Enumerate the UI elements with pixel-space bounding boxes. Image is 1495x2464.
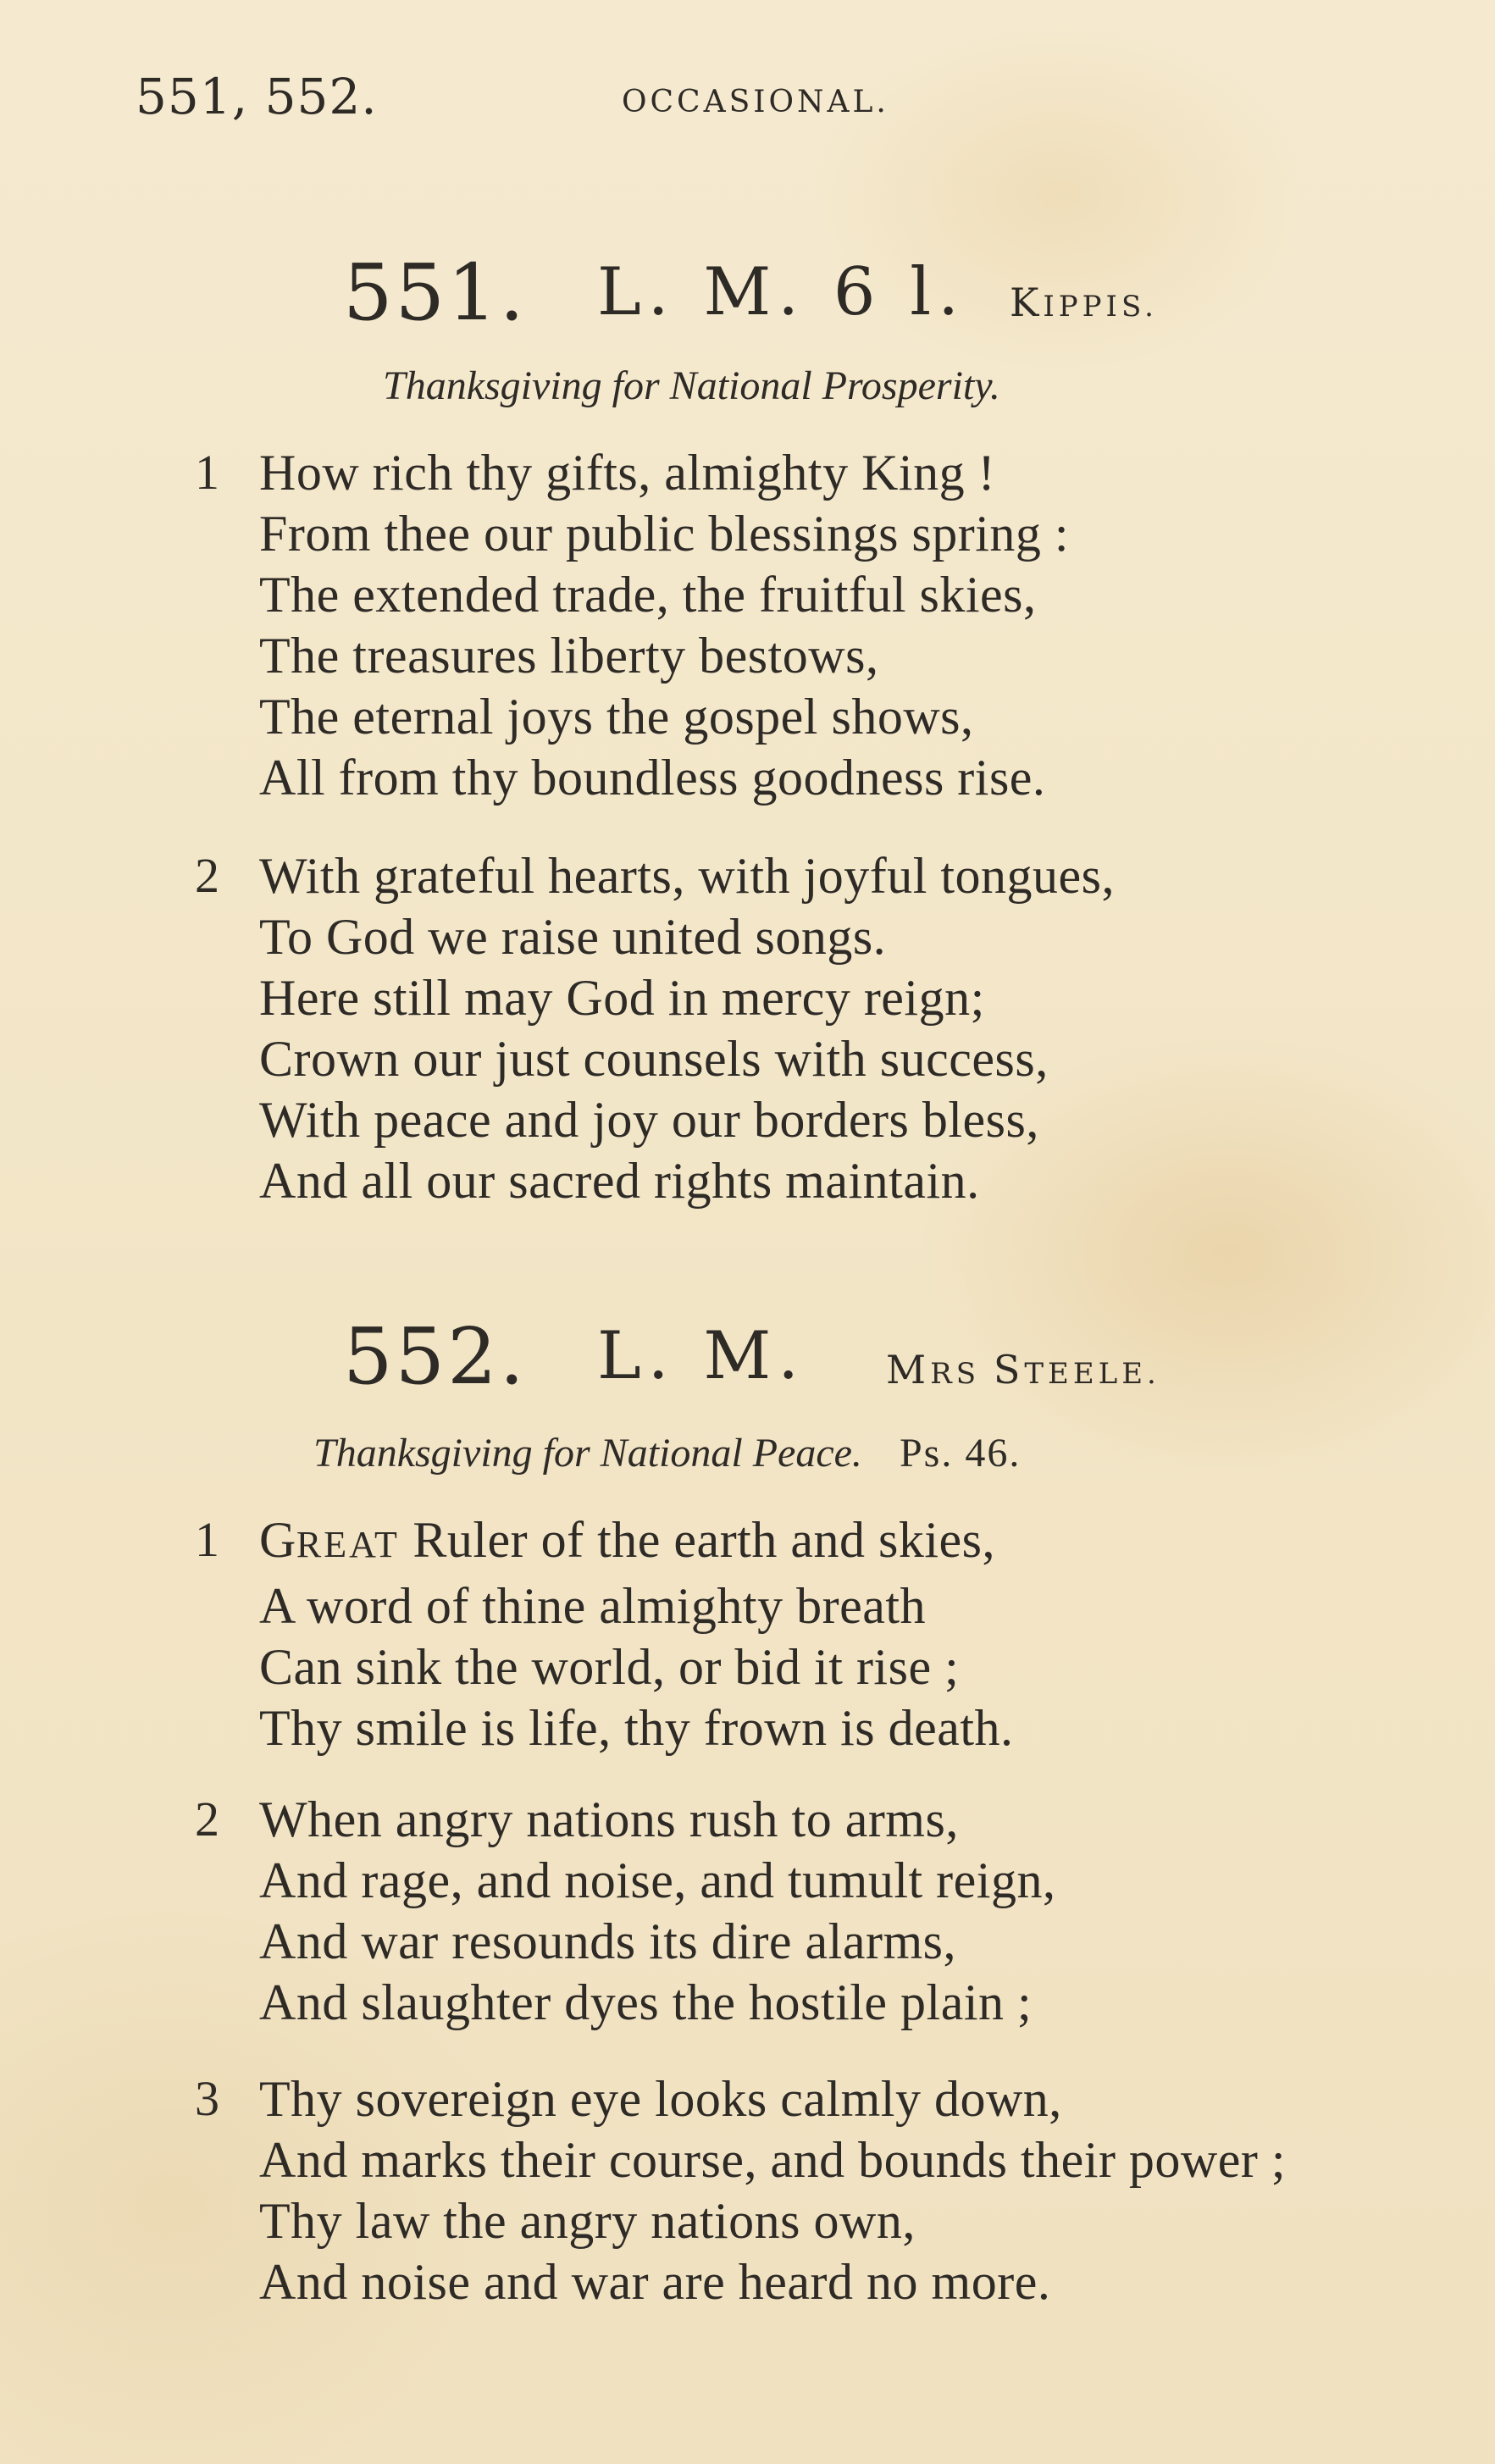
verse-line: And marks their course, and bounds their power ; (259, 2132, 1287, 2188)
verse-line: With grateful hearts, with joyful tongues, (259, 848, 1116, 904)
verse-line: A word of thine almighty breath (259, 1578, 927, 1634)
running-head-title: OCCASIONAL. (622, 85, 889, 119)
verse-line: Thy sovereign eye looks calmly down, (259, 2071, 1062, 2127)
verse-line: With peace and joy our borders bless, (259, 1092, 1039, 1148)
verse-line: The extended trade, the fruitful skies, (259, 567, 1037, 623)
verse-line-first: GREAT Ruler of the earth and skies, (259, 1512, 995, 1568)
hymn-551-number: 551. (343, 247, 527, 338)
verse-line: Can sink the world, or bid it rise ; (259, 1639, 960, 1695)
verse-line: The eternal joys the gospel shows, (259, 689, 974, 745)
verse-line: All from thy boundless goodness rise. (259, 750, 1046, 806)
hymn-551-subtitle: Thanksgiving for National Prosperity. (383, 363, 1000, 408)
verse-line: And rage, and noise, and tumult reign, (259, 1852, 1056, 1908)
verse-line: The treasures liberty bestows, (259, 628, 879, 684)
verse-line: How rich thy gifts, almighty King ! (259, 445, 996, 501)
stanza-number: 2 (195, 1791, 219, 1847)
running-head-page-numbers: 551, 552. (136, 68, 378, 125)
stanza-number: 1 (195, 1512, 219, 1567)
verse-line: Crown our just counsels with success, (259, 1031, 1049, 1087)
verse-line: And all our sacred rights maintain. (259, 1153, 980, 1209)
stanza-number: 3 (195, 2071, 219, 2126)
verse-line: When angry nations rush to arms, (259, 1791, 959, 1847)
verse-line: From thee our public blessings spring : (259, 506, 1070, 562)
verse-line: And noise and war are heard no more. (259, 2254, 1051, 2310)
verse-line: To God we raise united songs. (259, 909, 887, 965)
stanza-number: 2 (195, 848, 219, 903)
hymn-552-author: MRS STEELE. (886, 1347, 1160, 1393)
scripture-reference: Ps. 46. (899, 1431, 1022, 1476)
verse-line: And war resounds its dire alarms, (259, 1913, 956, 1969)
verse-line: Thy law the angry nations own, (259, 2193, 916, 2249)
hymn-551-meter: L. M. 6 l. (597, 254, 966, 330)
hymn-552-subtitle: Thanksgiving for National Peace. Ps. 46. (313, 1431, 1022, 1476)
verse-line: Here still may God in mercy reign; (259, 970, 985, 1026)
hymn-552-number: 552. (343, 1311, 527, 1402)
hymn-552-meter: L. M. (597, 1318, 806, 1394)
verse-line: Thy smile is life, thy frown is death. (259, 1700, 1014, 1756)
verse-line: And slaughter dyes the hostile plain ; (259, 1974, 1033, 2030)
stanza-number: 1 (195, 445, 219, 500)
hymn-551-author: KIPPIS. (1010, 280, 1158, 325)
